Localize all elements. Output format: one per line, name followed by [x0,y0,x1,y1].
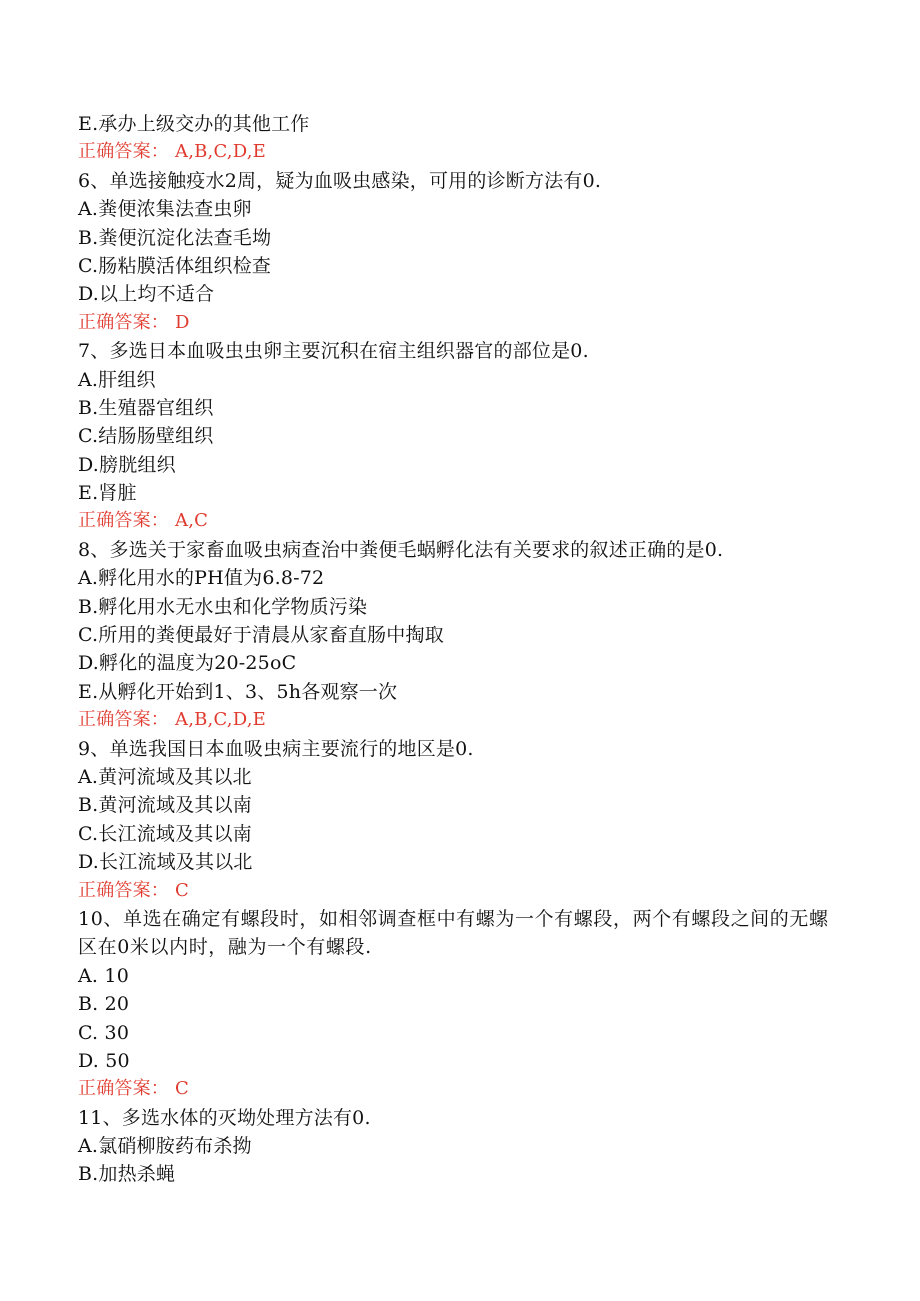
answer-line [78,138,838,166]
answer-label: 正确答案： [78,709,169,731]
answer-option: C.所用的粪便最好于清晨从家畜直肠中掏取 [78,624,444,647]
answer-option: C.结肠肠壁组织 [78,425,214,448]
answer-line [78,309,838,337]
answer-option: E.承办上级交办的其他工作 [78,113,310,135]
answer-value: C [175,879,189,901]
question-list [78,110,838,1189]
answer-option: D.长江流域及其以北 [78,851,253,874]
question-stem: 7、多选日本血吸虫虫卵主要沉积在宿主组织器官的部位是0. [78,340,589,363]
answer-option: B.生殖器官组织 [78,396,214,419]
answer-option: D.以上均不适合 [78,283,215,306]
answer-option: C.长江流域及其以南 [78,822,252,845]
answer-value: A,B,C,D,E [175,141,266,163]
answer-label: 正确答案： [78,1078,169,1100]
answer-option: B.孵化用水无水虫和化学物质污染 [78,595,368,618]
answer-option: A.肝组织 [78,368,156,391]
answer-option: B.粪便沉淀化法查毛坳 [78,226,272,249]
answer-line [78,706,838,734]
answer-option: D.孵化的温度为20-25oC [78,652,297,675]
answer-option: A.粪便浓集法查虫卵 [78,198,252,221]
answer-value: A,B,C,D,E [175,709,266,731]
question-stem: 11、多选水体的灭坳处理方法有0. [78,1106,371,1129]
answer-option: A.孵化用水的PH值为6.8-72 [78,567,325,590]
question-stem: 10、单选在确定有螺段时，如相邻调查框中有螺为一个有螺段，两个有螺段之间的无螺区在0米以内时，融为一个有螺段. [78,907,829,959]
answer-line [78,877,838,905]
question-stem: 8、多选关于家畜血吸虫病查治中粪便毛蜗孵化法有关要求的叙述正确的是0. [78,538,724,561]
answer-value: A,C [175,510,209,532]
answer-label: 正确答案： [78,879,169,901]
answer-option: D.膀胱组织 [78,453,176,476]
answer-option: E.肾脏 [78,482,137,505]
answer-line [78,507,838,535]
answer-value: D [175,311,190,333]
answer-label: 正确答案： [78,510,169,532]
question-stem: 6、单选接触疫水2周，疑为血吸虫感染，可用的诊断方法有0. [78,169,602,192]
answer-label: 正确答案： [78,141,169,163]
answer-value: C [175,1078,189,1100]
answer-option: A.黄河流域及其以北 [78,765,252,788]
answer-line [78,1075,838,1103]
answer-option: A. 10 [78,964,129,987]
answer-option: C.肠粘膜活体组织检查 [78,254,272,277]
answer-option: B.黄河流域及其以南 [78,794,253,817]
answer-option: B.加热杀蝇 [78,1163,176,1186]
answer-option: E.从孵化开始到1、3、5h各观察一次 [78,680,398,703]
answer-option: D. 50 [78,1049,130,1072]
answer-option: C. 30 [78,1021,130,1044]
answer-option: A.氯硝柳胺药布杀拗 [78,1135,252,1158]
question-stem: 9、单选我国日本血吸虫病主要流行的地区是0. [78,737,474,760]
answer-option: B. 20 [78,993,130,1016]
answer-label: 正确答案： [78,311,169,333]
